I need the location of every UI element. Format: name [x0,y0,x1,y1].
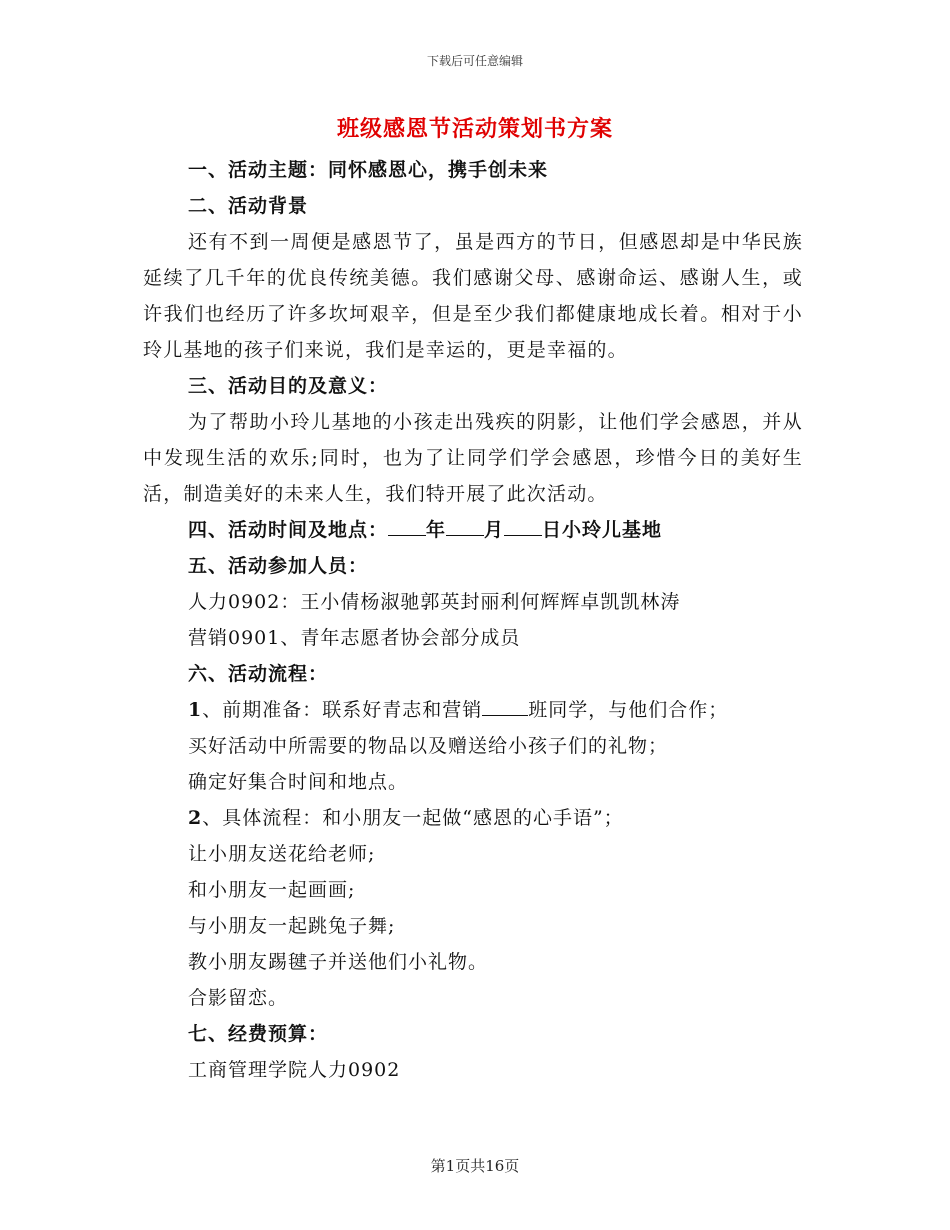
background-paragraph: 还有不到一周便是感恩节了，虽是西方的节日，但感恩却是中华民族延续了几千年的优良传统美德。我们感谢父母、感谢命运、感谢人生，或许我们也经历了许多坎坷艰辛，但是至少我们都健康地成长着。相对于小玲儿基地的孩子们来说，我们是幸运的，更是幸福的。 [143,231,803,361]
flow-item: 与小朋友一起跳兔子舞; [188,915,396,937]
class-blank [482,695,528,716]
header-note: 下载后可任意编辑 [426,54,523,68]
document-body [143,152,803,1088]
time-place-prefix: 四、活动时间及地点： [188,519,389,541]
section-participants-heading: 五、活动参加人员： [188,555,369,577]
prep-step-text-b: 班同学，与他们合作； [528,699,729,721]
purpose-paragraph: 为了帮助小玲儿基地的小孩走出残疾的阴影，让他们学会感恩，并从中发现生活的欢乐;同时，也为了让同学们学会感恩，珍惜今日的美好生活，制造美好的未来人生，我们特开展了此次活动。 [143,411,803,505]
budget-line: 工商管理学院人力0902 [188,1059,401,1081]
flow-step-text: 、具体流程：和小朋友一起做“感恩的心手语”； [202,807,624,829]
day-blank [504,515,542,536]
section-theme: 一、活动主题：同怀感恩心，携手创未来 [188,159,549,181]
prep-item: 买好活动中所需要的物品以及赠送给小孩子们的礼物； [188,735,669,757]
flow-step-number: 2 [188,807,203,829]
month-label: 月 [484,519,505,541]
month-blank [446,515,484,536]
day-place-label: 日小玲儿基地 [542,519,663,541]
prep-step-text-a: 、前期准备：联系好青志和营销 [202,699,483,721]
section-budget-heading: 七、经费预算： [188,1023,329,1045]
flow-step [143,800,803,836]
participant-line: 人力0902：王小倩杨淑驰郭英封丽利何辉辉卓凯凯林涛 [188,591,681,613]
flow-item: 合影留恋。 [188,987,289,1009]
section-process-heading: 六、活动流程： [188,663,329,685]
flow-item: 让小朋友送花给老师; [188,843,376,865]
section-purpose-heading: 三、活动目的及意义： [188,375,389,397]
year-label: 年 [426,519,447,541]
section-background-heading: 二、活动背景 [188,195,309,217]
prep-step [143,692,803,728]
prep-item: 确定好集合时间和地点。 [188,771,409,793]
year-blank [388,515,426,536]
section-time-place [143,512,803,548]
flow-item: 和小朋友一起画画; [188,879,356,901]
prep-step-number: 1 [188,699,203,721]
document-title: 班级感恩节活动策划书方案 [336,116,613,142]
flow-item: 教小朋友踢毽子并送他们小礼物。 [188,951,489,973]
participant-line: 营销0901、青年志愿者协会部分成员 [188,627,521,649]
page-footer: 第1页共16页 [430,1157,520,1175]
